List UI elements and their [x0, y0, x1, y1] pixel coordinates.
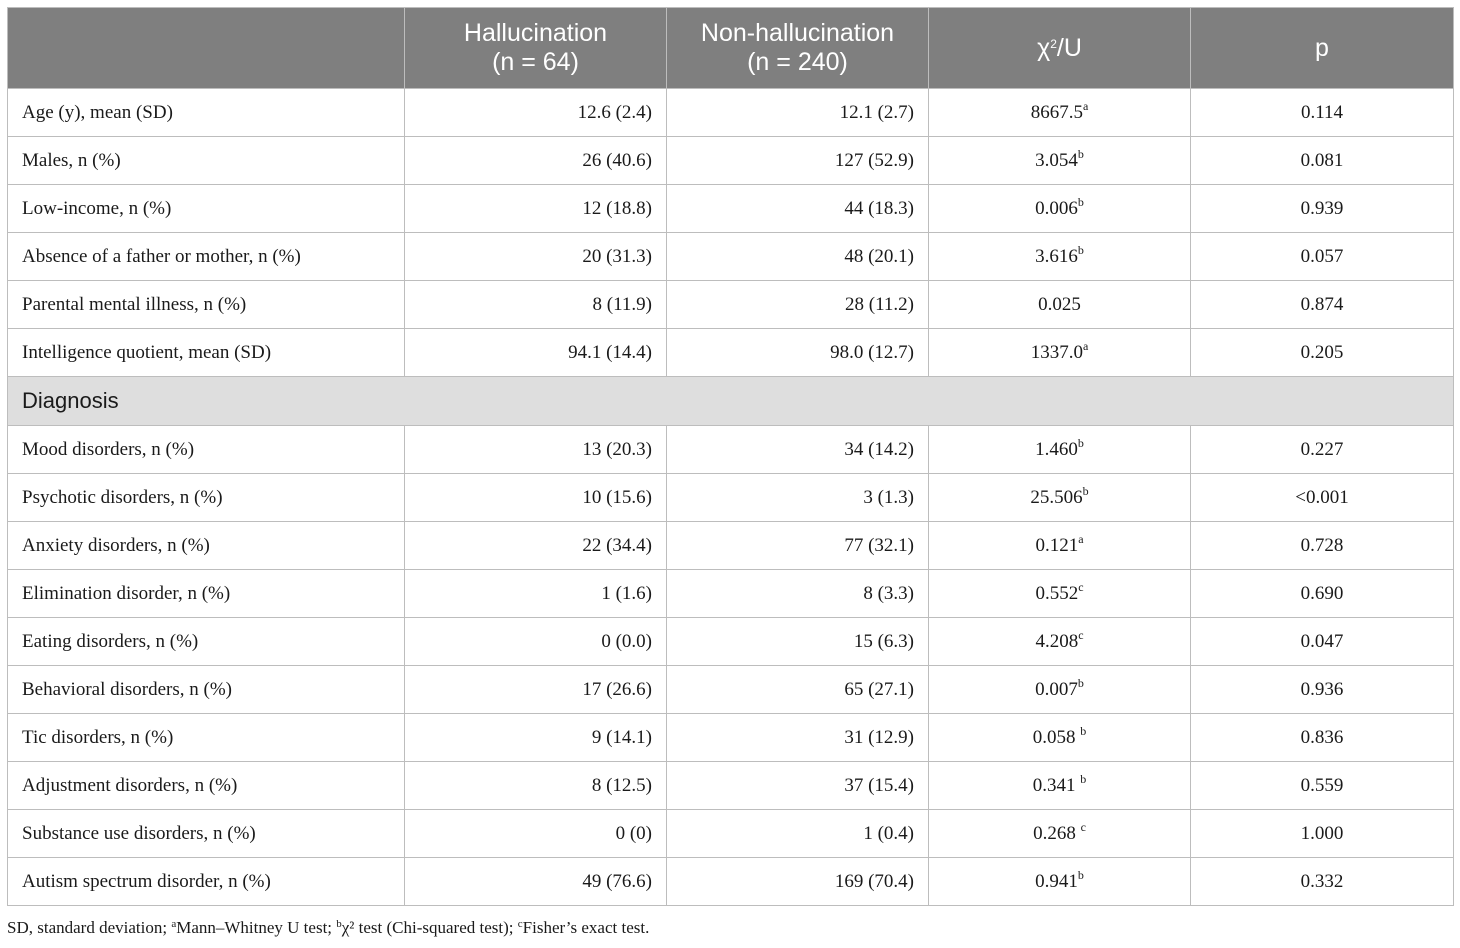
hallucination-value: 22 (34.4) — [405, 522, 667, 570]
statistic-value — [929, 714, 1191, 762]
statistic-value — [929, 474, 1191, 522]
row-label: Behavioral disorders, n (%) — [8, 666, 405, 714]
statistic-footnote-mark: b — [1077, 146, 1084, 161]
row-label: Parental mental illness, n (%) — [8, 281, 405, 329]
non-hallucination-value: 15 (6.3) — [667, 618, 929, 666]
statistic-footnote-mark: b — [1080, 771, 1087, 786]
statistic-number: 1.460 — [1035, 438, 1078, 460]
p-value: 0.690 — [1191, 570, 1454, 618]
table-row — [8, 233, 1454, 281]
p-value: 0.114 — [1191, 89, 1454, 137]
p-value: 0.836 — [1191, 714, 1454, 762]
statistic-footnote-mark: b — [1077, 435, 1084, 450]
hallucination-value: 13 (20.3) — [405, 426, 667, 474]
statistic-number: 3.616 — [1035, 245, 1078, 267]
p-value: 0.047 — [1191, 618, 1454, 666]
demographics-rows — [8, 89, 1454, 377]
p-value: 0.874 — [1191, 281, 1454, 329]
non-hallucination-value: 31 (12.9) — [667, 714, 929, 762]
table-row — [8, 666, 1454, 714]
footnote-sup-b: b — [336, 918, 342, 930]
row-label: Males, n (%) — [8, 137, 405, 185]
table-row — [8, 522, 1454, 570]
non-hallucination-value: 127 (52.9) — [667, 137, 929, 185]
statistic-value — [929, 618, 1191, 666]
row-label: Low-income, n (%) — [8, 185, 405, 233]
non-hallucination-value: 44 (18.3) — [667, 185, 929, 233]
table-row — [8, 281, 1454, 329]
footnote-text-1: SD, standard deviation; — [7, 918, 172, 937]
table-row — [8, 426, 1454, 474]
statistic-number: 0.341 — [1032, 774, 1081, 796]
hallucination-value: 1 (1.6) — [405, 570, 667, 618]
hallucination-value: 20 (31.3) — [405, 233, 667, 281]
table-row — [8, 474, 1454, 522]
non-hallucination-value: 77 (32.1) — [667, 522, 929, 570]
statistic-number: 0.006 — [1035, 197, 1078, 219]
hallucination-value: 12.6 (2.4) — [405, 89, 667, 137]
p-value: 0.081 — [1191, 137, 1454, 185]
statistic-footnote-mark: b — [1077, 194, 1084, 209]
hallucination-value: 8 (12.5) — [405, 762, 667, 810]
header-non-hallucination-line2: (n = 240) — [747, 48, 848, 76]
hallucination-value: 26 (40.6) — [405, 137, 667, 185]
statistic-value — [929, 522, 1191, 570]
p-value: 1.000 — [1191, 810, 1454, 858]
footnote-text-3: χ² test (Chi-squared test); — [341, 918, 518, 937]
statistic-footnote-mark: c — [1078, 627, 1084, 642]
table-row — [8, 329, 1454, 377]
row-label: Elimination disorder, n (%) — [8, 570, 405, 618]
diagnosis-rows — [8, 426, 1454, 906]
header-hallucination-line1: Hallucination — [463, 19, 608, 47]
non-hallucination-value: 12.1 (2.7) — [667, 89, 929, 137]
statistic-number: 0.058 — [1032, 726, 1081, 748]
non-hallucination-value: 1 (0.4) — [667, 810, 929, 858]
statistic-footnote-mark: c — [1080, 819, 1086, 834]
p-value: 0.936 — [1191, 666, 1454, 714]
header-row — [8, 8, 1454, 89]
statistic-number: 3.054 — [1035, 149, 1078, 171]
statistic-footnote-mark: b — [1080, 723, 1087, 738]
p-value: 0.939 — [1191, 185, 1454, 233]
table-row — [8, 858, 1454, 906]
statistic-value — [929, 858, 1191, 906]
statistic-footnote-mark: a — [1082, 338, 1089, 353]
non-hallucination-value: 65 (27.1) — [667, 666, 929, 714]
table-row — [8, 185, 1454, 233]
hallucination-value: 17 (26.6) — [405, 666, 667, 714]
hallucination-value: 0 (0.0) — [405, 618, 667, 666]
statistic-value — [929, 233, 1191, 281]
table-row — [8, 810, 1454, 858]
row-label: Autism spectrum disorder, n (%) — [8, 858, 405, 906]
hallucination-value: 10 (15.6) — [405, 474, 667, 522]
row-label: Psychotic disorders, n (%) — [8, 474, 405, 522]
row-label: Substance use disorders, n (%) — [8, 810, 405, 858]
footnote — [7, 918, 649, 938]
table-row — [8, 570, 1454, 618]
row-label: Tic disorders, n (%) — [8, 714, 405, 762]
statistic-footnote-mark: b — [1077, 867, 1084, 882]
non-hallucination-value: 48 (20.1) — [667, 233, 929, 281]
statistic-number: 1337.0 — [1030, 341, 1083, 363]
p-value: 0.227 — [1191, 426, 1454, 474]
row-label: Absence of a father or mother, n (%) — [8, 233, 405, 281]
header-non-hallucination — [667, 8, 929, 89]
hallucination-value: 0 (0) — [405, 810, 667, 858]
statistic-value — [929, 185, 1191, 233]
statistic-value — [929, 89, 1191, 137]
row-label: Adjustment disorders, n (%) — [8, 762, 405, 810]
data-table — [7, 7, 1454, 906]
statistic-number: 0.941 — [1035, 870, 1078, 892]
non-hallucination-value: 37 (15.4) — [667, 762, 929, 810]
statistic-footnote-mark: c — [1078, 579, 1084, 594]
p-value: 0.057 — [1191, 233, 1454, 281]
statistic-number: 0.007 — [1035, 678, 1078, 700]
statistic-value — [929, 426, 1191, 474]
statistic-value — [929, 281, 1191, 329]
row-label: Anxiety disorders, n (%) — [8, 522, 405, 570]
non-hallucination-value: 169 (70.4) — [667, 858, 929, 906]
statistic-value — [929, 762, 1191, 810]
statistic-number: 0.552 — [1035, 582, 1079, 604]
statistic-value — [929, 666, 1191, 714]
statistic-number: 0.268 — [1033, 822, 1081, 844]
header-statistic-chi: χ — [1037, 33, 1051, 62]
header-statistic-rest: /U — [1056, 33, 1082, 62]
section-group — [8, 377, 1454, 426]
hallucination-value: 9 (14.1) — [405, 714, 667, 762]
statistic-footnote-mark: a — [1078, 531, 1084, 546]
footnote-sup-c: c — [517, 918, 523, 930]
header-statistic — [929, 8, 1191, 89]
non-hallucination-value: 28 (11.2) — [667, 281, 929, 329]
row-label: Eating disorders, n (%) — [8, 618, 405, 666]
statistic-value — [929, 137, 1191, 185]
header-p: p — [1191, 8, 1454, 89]
footnote-sup-a: a — [171, 918, 177, 930]
statistic-number: 25.506 — [1030, 486, 1083, 508]
non-hallucination-value: 34 (14.2) — [667, 426, 929, 474]
header-non-hallucination-line1: Non-hallucination — [700, 19, 895, 47]
hallucination-value: 94.1 (14.4) — [405, 329, 667, 377]
statistic-number: 4.208 — [1035, 630, 1079, 652]
section-label: Diagnosis — [8, 377, 1454, 426]
p-value: <0.001 — [1191, 474, 1454, 522]
statistic-number: 0.025 — [1038, 293, 1081, 315]
header-empty-cell — [8, 8, 405, 89]
row-label: Intelligence quotient, mean (SD) — [8, 329, 405, 377]
statistic-value — [929, 810, 1191, 858]
p-value: 0.332 — [1191, 858, 1454, 906]
statistic-footnote-mark: b — [1082, 483, 1089, 498]
table-row — [8, 618, 1454, 666]
p-value: 0.728 — [1191, 522, 1454, 570]
p-value: 0.205 — [1191, 329, 1454, 377]
hallucination-value: 49 (76.6) — [405, 858, 667, 906]
statistic-footnote-mark: a — [1082, 98, 1089, 113]
statistic-value — [929, 329, 1191, 377]
section-row — [8, 377, 1454, 426]
non-hallucination-value: 98.0 (12.7) — [667, 329, 929, 377]
header-statistic-sup: 2 — [1050, 36, 1057, 51]
non-hallucination-value: 8 (3.3) — [667, 570, 929, 618]
footnote-text-2: Mann–Whitney U test; — [176, 918, 337, 937]
hallucination-value: 12 (18.8) — [405, 185, 667, 233]
hallucination-value: 8 (11.9) — [405, 281, 667, 329]
header-hallucination — [405, 8, 667, 89]
table-row — [8, 89, 1454, 137]
header-hallucination-line2: (n = 64) — [492, 48, 579, 76]
table-row — [8, 762, 1454, 810]
statistic-number: 8667.5 — [1030, 101, 1083, 123]
table-row — [8, 137, 1454, 185]
table-row — [8, 714, 1454, 762]
row-label: Mood disorders, n (%) — [8, 426, 405, 474]
statistic-footnote-mark: b — [1077, 242, 1084, 257]
non-hallucination-value: 3 (1.3) — [667, 474, 929, 522]
statistic-value — [929, 570, 1191, 618]
statistic-footnote-mark: b — [1077, 675, 1084, 690]
row-label: Age (y), mean (SD) — [8, 89, 405, 137]
footnote-text-4: Fisher’s exact test. — [522, 918, 650, 937]
statistic-number: 0.121 — [1035, 534, 1079, 556]
p-value: 0.559 — [1191, 762, 1454, 810]
